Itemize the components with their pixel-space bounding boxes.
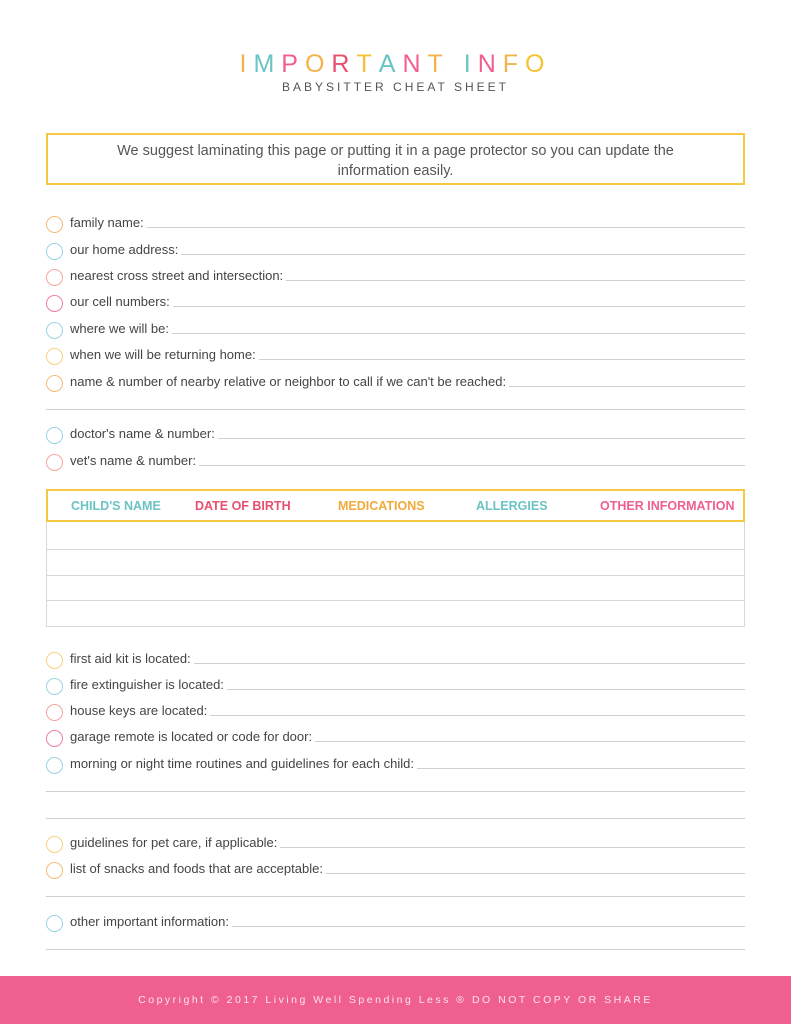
extra-write-line[interactable]: [46, 949, 745, 950]
field-label: our home address:: [70, 242, 179, 257]
title-letter: O: [525, 50, 552, 78]
field-where-we-will-be[interactable]: [46, 316, 745, 336]
write-line[interactable]: [259, 359, 745, 360]
field-label: our cell numbers:: [70, 294, 170, 309]
copyright-text: Copyright © 2017 Living Well Spending Less ® DO NOT COPY OR SHARE: [138, 994, 653, 1006]
column-header-date-of-birth: DATE OF BIRTH: [195, 498, 291, 513]
field-pet-care[interactable]: [46, 830, 745, 850]
write-line[interactable]: [218, 438, 745, 439]
field-label: nearest cross street and intersection:: [70, 268, 284, 283]
notice-text: We suggest laminating this page or putting it in a page protector so you can update the information easily.: [117, 143, 674, 179]
field-label: guidelines for pet care, if applicable:: [70, 835, 278, 850]
title-letter: A: [378, 50, 403, 78]
field-label: fire extinguisher is located:: [70, 677, 224, 692]
write-line[interactable]: [232, 926, 745, 927]
title-letter: I: [463, 50, 478, 78]
checkbox-circle[interactable]: [46, 836, 63, 853]
field-label: where we will be:: [70, 321, 169, 336]
field-fire-extinguisher[interactable]: [46, 672, 745, 692]
field-label: list of snacks and foods that are acceptable:: [70, 861, 323, 876]
extra-write-line[interactable]: [46, 896, 745, 897]
column-header-allergies: ALLERGIES: [476, 498, 548, 513]
title-letter: R: [331, 50, 357, 78]
checkbox-circle[interactable]: [46, 348, 63, 365]
checkbox-circle[interactable]: [46, 730, 63, 747]
checkbox-circle[interactable]: [46, 454, 63, 471]
write-line[interactable]: [280, 847, 745, 848]
title-letter: N: [402, 50, 428, 78]
title-letter: [450, 50, 464, 79]
field-snacks[interactable]: [46, 856, 745, 876]
column-header-other-information: OTHER INFORMATION: [600, 498, 735, 513]
checkbox-circle[interactable]: [46, 757, 63, 774]
extra-write-line[interactable]: [46, 409, 745, 410]
field-doctor[interactable]: [46, 421, 745, 441]
write-line[interactable]: [194, 663, 745, 664]
notice-box: [46, 133, 745, 185]
write-line[interactable]: [173, 306, 745, 307]
title-letter: M: [253, 50, 282, 78]
field-label: house keys are located:: [70, 703, 208, 718]
field-label: doctor's name & number:: [70, 426, 215, 441]
page-title: [0, 50, 791, 79]
write-line[interactable]: [227, 689, 745, 690]
checkbox-circle[interactable]: [46, 269, 63, 286]
checkbox-circle[interactable]: [46, 915, 63, 932]
title-letter: O: [304, 50, 332, 78]
write-line[interactable]: [417, 768, 745, 769]
write-line[interactable]: [181, 254, 745, 255]
write-line[interactable]: [147, 227, 745, 228]
field-label: when we will be returning home:: [70, 347, 256, 362]
title-letter: I: [239, 50, 254, 78]
extra-write-line[interactable]: [46, 818, 745, 819]
field-label: garage remote is located or code for door:: [70, 729, 313, 744]
field-home-address[interactable]: [46, 237, 745, 257]
column-header-medications: MEDICATIONS: [338, 498, 425, 513]
column-header-childs-name: CHILD'S NAME: [71, 498, 161, 513]
field-label: morning or night time routines and guidelines for each child:: [70, 756, 414, 771]
table-row[interactable]: [47, 575, 744, 576]
field-garage-remote[interactable]: [46, 724, 745, 744]
field-label: family name:: [70, 215, 144, 230]
checkbox-circle[interactable]: [46, 375, 63, 392]
children-table: [46, 489, 745, 627]
title-letter: T: [427, 50, 450, 78]
checkbox-circle[interactable]: [46, 652, 63, 669]
field-label: vet's name & number:: [70, 453, 197, 468]
field-family-name[interactable]: [46, 210, 745, 230]
write-line[interactable]: [326, 873, 745, 874]
field-nearby-relative[interactable]: [46, 369, 745, 389]
field-label: first aid kit is located:: [70, 651, 191, 666]
write-line[interactable]: [315, 741, 745, 742]
write-line[interactable]: [286, 280, 745, 281]
title-letter: P: [281, 50, 305, 78]
field-first-aid-kit[interactable]: [46, 646, 745, 666]
title-letter: F: [502, 50, 526, 78]
checkbox-circle[interactable]: [46, 862, 63, 879]
extra-write-line[interactable]: [46, 791, 745, 792]
field-label: name & number of nearby relative or neighbor to call if we can't be reached:: [70, 374, 507, 389]
field-other-info[interactable]: [46, 909, 745, 929]
checkbox-circle[interactable]: [46, 427, 63, 444]
field-cell-numbers[interactable]: [46, 289, 745, 309]
title-letter: T: [356, 50, 379, 78]
write-line[interactable]: [210, 715, 745, 716]
checkbox-circle[interactable]: [46, 678, 63, 695]
field-label: other important information:: [70, 914, 229, 929]
checkbox-circle[interactable]: [46, 243, 63, 260]
table-header: [46, 489, 745, 522]
write-line[interactable]: [509, 386, 745, 387]
checkbox-circle[interactable]: [46, 295, 63, 312]
write-line[interactable]: [199, 465, 745, 466]
field-vet[interactable]: [46, 448, 745, 468]
table-row[interactable]: [47, 549, 744, 550]
table-row[interactable]: [47, 600, 744, 601]
checkbox-circle[interactable]: [46, 322, 63, 339]
checkbox-circle[interactable]: [46, 216, 63, 233]
checkbox-circle[interactable]: [46, 704, 63, 721]
footer-bar: [0, 976, 791, 1024]
title-letter: N: [477, 50, 503, 78]
field-routines[interactable]: [46, 751, 745, 771]
field-house-keys[interactable]: [46, 698, 745, 718]
field-returning-home[interactable]: [46, 342, 745, 362]
field-cross-street[interactable]: [46, 263, 745, 283]
write-line[interactable]: [172, 333, 745, 334]
page-subtitle: BABYSITTER CHEAT SHEET: [282, 80, 509, 94]
